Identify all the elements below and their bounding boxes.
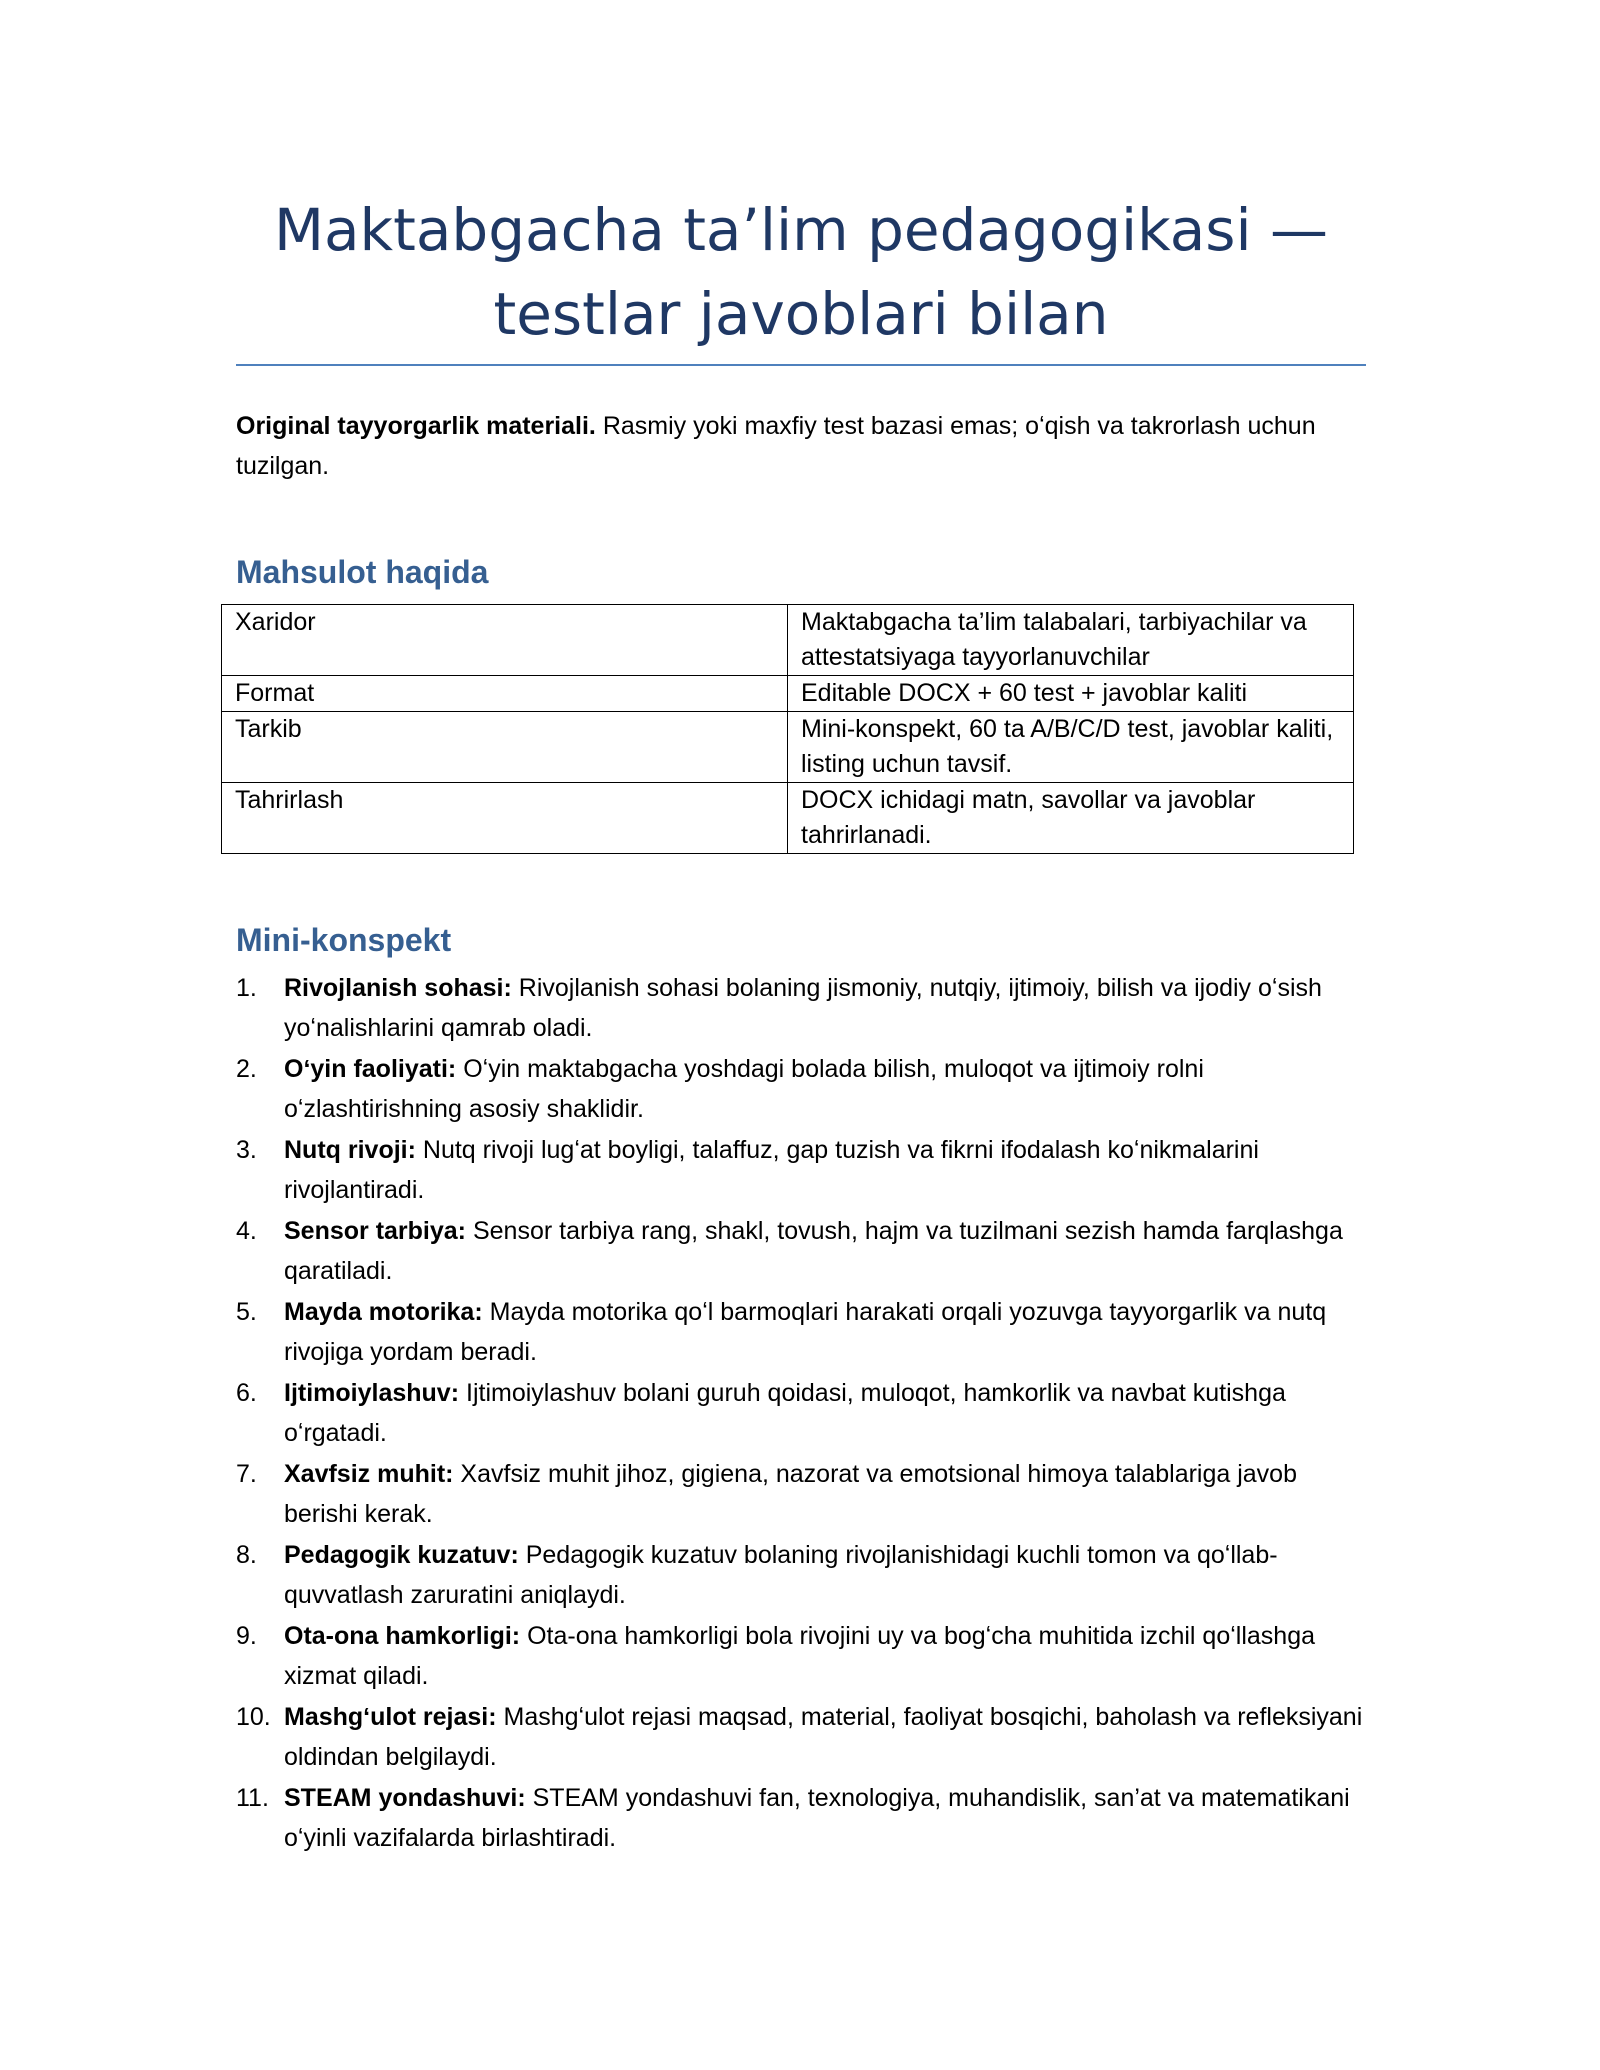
list-item	[236, 1454, 1376, 1534]
table-value-cell: Editable DOCX + 60 test + javoblar kaliti	[788, 676, 1354, 712]
konspekt-list	[236, 968, 1376, 1859]
list-text: Oʻyin maktabgacha yoshdagi bolada bilish, muloqot va ijtimoiy rolni oʻzlashtirishning asosiy shaklidir.	[284, 1055, 1204, 1123]
about-table	[221, 604, 1354, 854]
document-title: Maktabgacha ta’lim pedagogikasi — testlar javoblari bilan	[273, 196, 1329, 348]
intro-bold: Original tayyorgarlik materiali.	[236, 412, 596, 440]
list-number: 1.	[236, 974, 257, 1002]
table-row	[222, 676, 1354, 712]
table-row	[222, 712, 1354, 783]
list-term: Ijtimoiylashuv:	[284, 1379, 460, 1407]
list-text: Rivojlanish sohasi bolaning jismoniy, nutqiy, ijtimoiy, bilish va ijodiy oʻsish yoʻnalishlarini qamrab oladi.	[284, 974, 1322, 1042]
list-item	[236, 968, 1376, 1048]
intro-text: Rasmiy yoki maxfiy test bazasi emas; oʻqish va takrorlash uchun tuzilgan.	[236, 412, 1316, 480]
list-number: 7.	[236, 1460, 257, 1488]
list-term: Sensor tarbiya:	[284, 1217, 467, 1245]
list-number: 3.	[236, 1136, 257, 1164]
list-text: Xavfsiz muhit jihoz, gigiena, nazorat va emotsional himoya talablariga javob berishi kerak.	[284, 1460, 1297, 1528]
list-term: Mayda motorika:	[284, 1298, 483, 1326]
table-value-cell: DOCX ichidagi matn, savollar va javoblar tahrirlanadi.	[788, 783, 1354, 854]
list-number: 11.	[236, 1784, 269, 1812]
list-item	[236, 1535, 1376, 1615]
list-text: Mayda motorika qoʻl barmoqlari harakati orqali yozuvga tayyorgarlik va nutq rivojiga yordam beradi.	[284, 1298, 1327, 1366]
list-number: 2.	[236, 1055, 257, 1083]
list-term: Rivojlanish sohasi:	[284, 974, 512, 1002]
list-term: Nutq rivoji:	[284, 1136, 416, 1164]
table-key-cell: Format	[222, 676, 788, 712]
list-item	[236, 1292, 1376, 1372]
list-number: 9.	[236, 1622, 257, 1650]
list-item	[236, 1211, 1376, 1291]
list-item	[236, 1697, 1376, 1777]
table-row	[222, 783, 1354, 854]
list-item	[236, 1373, 1376, 1453]
list-text: Sensor tarbiya rang, shakl, tovush, hajm va tuzilmani sezish hamda farqlashga qaratiladi.	[284, 1217, 1343, 1285]
table-value-cell: Maktabgacha ta’lim talabalari, tarbiyachilar va attestatsiyaga tayyorlanuvchilar	[788, 605, 1354, 676]
list-term: Oʻyin faoliyati:	[284, 1055, 457, 1083]
table-key-cell: Tarkib	[222, 712, 788, 783]
list-number: 5.	[236, 1298, 257, 1326]
intro-paragraph	[236, 406, 1366, 486]
list-item	[236, 1778, 1376, 1858]
table-key-cell: Xaridor	[222, 605, 788, 676]
list-number: 8.	[236, 1541, 257, 1569]
table-value-cell: Mini-konspekt, 60 ta A/B/C/D test, javoblar kaliti, listing uchun tavsif.	[788, 712, 1354, 783]
list-term: Xavfsiz muhit:	[284, 1460, 454, 1488]
mini-konspekt-heading: Mini-konspekt	[236, 922, 452, 958]
list-number: 6.	[236, 1379, 257, 1407]
list-item	[236, 1616, 1376, 1696]
list-text: Nutq rivoji lugʻat boyligi, talaffuz, gap tuzish va fikrni ifodalash koʻnikmalarini rivojlantiradi.	[284, 1136, 1259, 1204]
list-item	[236, 1049, 1376, 1129]
list-text: Ijtimoiylashuv bolani guruh qoidasi, muloqot, hamkorlik va navbat kutishga oʻrgatadi.	[284, 1379, 1286, 1447]
list-text: Pedagogik kuzatuv bolaning rivojlanishidagi kuchli tomon va qoʻllab-quvvatlash zaruratini aniqlaydi.	[284, 1541, 1278, 1609]
list-text: STEAM yondashuvi fan, texnologiya, muhandislik, san’at va matematikani oʻyinli vazifalarda birlashtiradi.	[284, 1784, 1350, 1852]
title-underline	[236, 364, 1366, 366]
table-row	[222, 605, 1354, 676]
list-number: 4.	[236, 1217, 257, 1245]
list-number: 10.	[236, 1703, 271, 1731]
list-text: Ota-ona hamkorligi bola rivojini uy va bogʻcha muhitida izchil qoʻllashga xizmat qiladi.	[284, 1622, 1316, 1690]
about-heading: Mahsulot haqida	[236, 554, 489, 590]
list-term: STEAM yondashuvi:	[284, 1784, 526, 1812]
list-term: Ota-ona hamkorligi:	[284, 1622, 521, 1650]
list-text: Mashgʻulot rejasi maqsad, material, faoliyat bosqichi, baholash va refleksiyani oldindan belgilaydi.	[284, 1703, 1363, 1771]
list-term: Mashgʻulot rejasi:	[284, 1703, 497, 1731]
list-term: Pedagogik kuzatuv:	[284, 1541, 519, 1569]
table-key-cell: Tahrirlash	[222, 783, 788, 854]
list-item	[236, 1130, 1376, 1210]
